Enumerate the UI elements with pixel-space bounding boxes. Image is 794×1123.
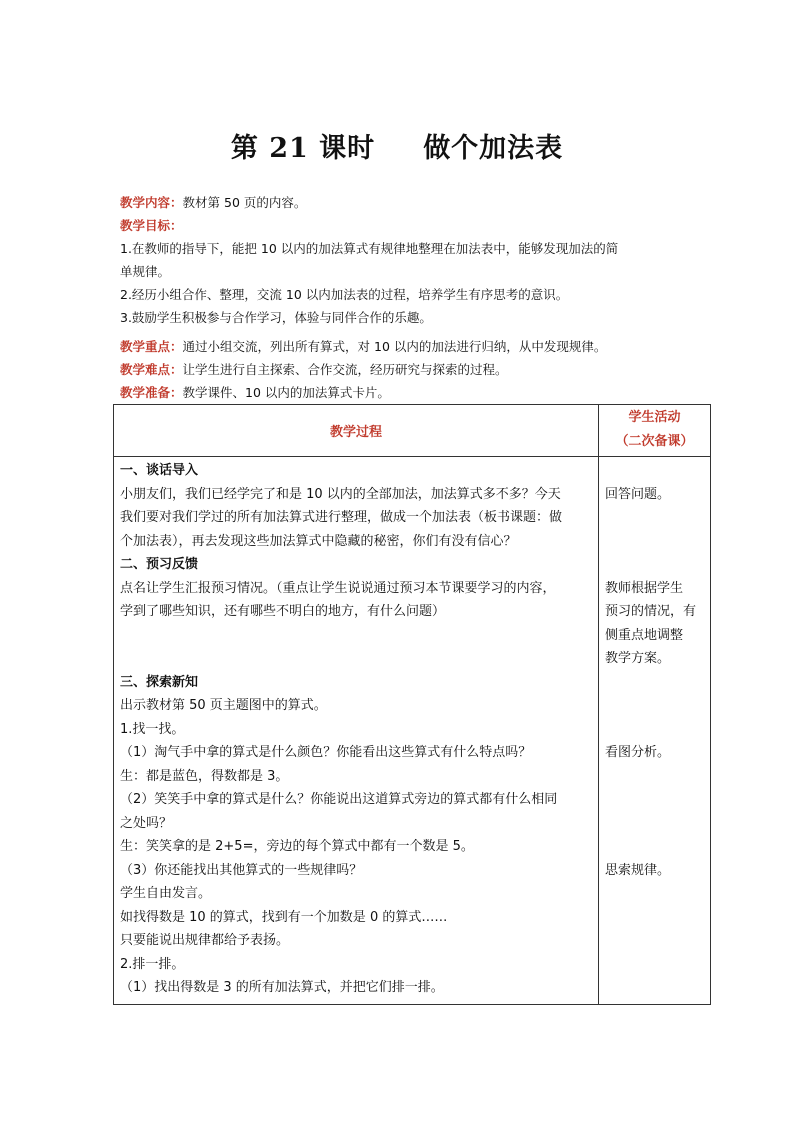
table-header-row <box>114 405 711 457</box>
spacer <box>605 694 704 718</box>
process-line: 学生自由发言。 <box>120 886 212 901</box>
spacer <box>605 506 704 530</box>
process-line: 之处吗？ <box>120 815 173 831</box>
student-activity-cell <box>599 457 711 1005</box>
spacer <box>605 835 704 859</box>
process-line <box>120 624 592 648</box>
section-heading: 二、预习反馈 <box>120 557 199 572</box>
spacer <box>605 671 704 695</box>
process-line: 个加法表），再去发现这些加法算式中隐藏的秘密，你们有没有信心？ <box>120 533 517 549</box>
spacer <box>605 530 704 554</box>
section-heading: 三、探索新知 <box>120 674 199 690</box>
student-activity-note: 思索规律。 <box>605 862 671 878</box>
process-line: 如找得数是 10 的算式，找到有一个加数是 0 的算式…… <box>120 909 448 925</box>
spacer <box>605 788 704 812</box>
difficulty <box>120 358 710 381</box>
spacer <box>605 976 704 1000</box>
student-activity-note: 看图分析。 <box>605 745 671 760</box>
spacer <box>605 882 704 906</box>
process-line: 我们要对我们学过的所有加法算式进行整理，做成一个加法表（板书课题：做 <box>120 510 563 525</box>
teaching-content-label: 教学内容： <box>120 195 183 210</box>
lesson-number: 第 21 课时 <box>230 133 376 164</box>
process-line: 只要能说出规律都给予表扬。 <box>120 933 290 948</box>
lesson-name: 做个加法表 <box>423 133 564 164</box>
key-point-label: 教学重点： <box>120 339 183 354</box>
teaching-goals <box>120 214 710 329</box>
process-line: （2）笑笑手中拿的算式是什么？你能说出这道算式旁边的算式都有什么相同 <box>120 792 558 807</box>
spacer <box>605 459 704 483</box>
student-activity-note: 预习的情况，有 <box>605 604 697 619</box>
goal-line: 单规律。 <box>120 264 171 279</box>
goal-line: 1.在教师的指导下，能把 10 以内的加法算式有规律地整理在加法表中，能够发现加法的简 <box>120 241 619 256</box>
process-line: 1.找一找。 <box>120 721 185 737</box>
header-student-activity <box>599 405 711 457</box>
preparation <box>120 381 710 404</box>
student-activity-note: 回答问题。 <box>605 486 671 502</box>
teaching-content-text: 教材第 50 页的内容。 <box>182 195 307 210</box>
process-line: 点名让学生汇报预习情况。（重点让学生说说通过预习本节课要学习的内容， <box>120 580 556 596</box>
teaching-process-cell <box>114 457 599 1005</box>
table-body-row <box>114 457 711 1005</box>
key-point <box>120 335 710 358</box>
process-line: （1）找出得数是 3 的所有加法算式，并把它们排一排。 <box>120 980 444 995</box>
process-line: 学到了哪些知识，还有哪些不明白的地方，有什么问题） <box>120 604 446 619</box>
student-activity-note: 教师根据学生 <box>605 580 684 596</box>
goal-line: 3.鼓励学生积极参与合作学习，体验与同伴合作的乐趣。 <box>120 310 432 325</box>
header-teaching-process: 教学过程 <box>114 405 599 457</box>
key-point-text: 通过小组交流，列出所有算式，对 10 以内的加法进行归纳，从中发现规律。 <box>182 339 607 354</box>
spacer <box>605 718 704 742</box>
preparation-label: 教学准备： <box>120 385 183 400</box>
spacer <box>605 953 704 977</box>
preparation-text: 教学课件、10 以内的加法算式卡片。 <box>182 385 390 400</box>
process-line: 生：笑笑拿的是 2+5=，旁边的每个算式中都有一个数是 5。 <box>120 839 474 854</box>
difficulty-text: 让学生进行自主探索、合作交流，经历研究与探索的过程。 <box>182 362 508 377</box>
student-activity-note: 侧重点地调整 <box>605 627 684 643</box>
spacer <box>605 812 704 836</box>
teaching-goals-label: 教学目标： <box>120 218 183 233</box>
difficulty-label: 教学难点： <box>120 362 183 377</box>
lesson-plan-table <box>113 404 711 1005</box>
header-student-activity-line1: 学生活动 <box>628 410 681 425</box>
lesson-title <box>0 126 794 165</box>
teaching-content <box>120 191 710 214</box>
process-line: （1）淘气手中拿的算式是什么颜色？你能看出这些算式有什么特点吗？ <box>120 745 532 760</box>
spacer <box>605 929 704 953</box>
process-line: 小朋友们，我们已经学完了和是 10 以内的全部加法，加法算式多不多？今天 <box>120 486 561 502</box>
spacer <box>605 765 704 789</box>
process-line: 出示教材第 50 页主题图中的算式。 <box>120 698 327 713</box>
spacer <box>605 906 704 930</box>
process-line: （3）你还能找出其他算式的一些规律吗？ <box>120 862 363 878</box>
student-activity-note: 教学方案。 <box>605 651 671 666</box>
process-line: 生：都是蓝色，得数都是 3。 <box>120 768 289 784</box>
section-heading: 一、谈话导入 <box>120 463 199 478</box>
process-line <box>120 647 592 671</box>
goal-line: 2.经历小组合作、整理，交流 10 以内加法表的过程，培养学生有序思考的意识。 <box>120 287 569 302</box>
header-student-activity-line2: （二次备课） <box>615 434 694 449</box>
spacer <box>605 553 704 577</box>
process-line: 2.排一排。 <box>120 956 185 972</box>
